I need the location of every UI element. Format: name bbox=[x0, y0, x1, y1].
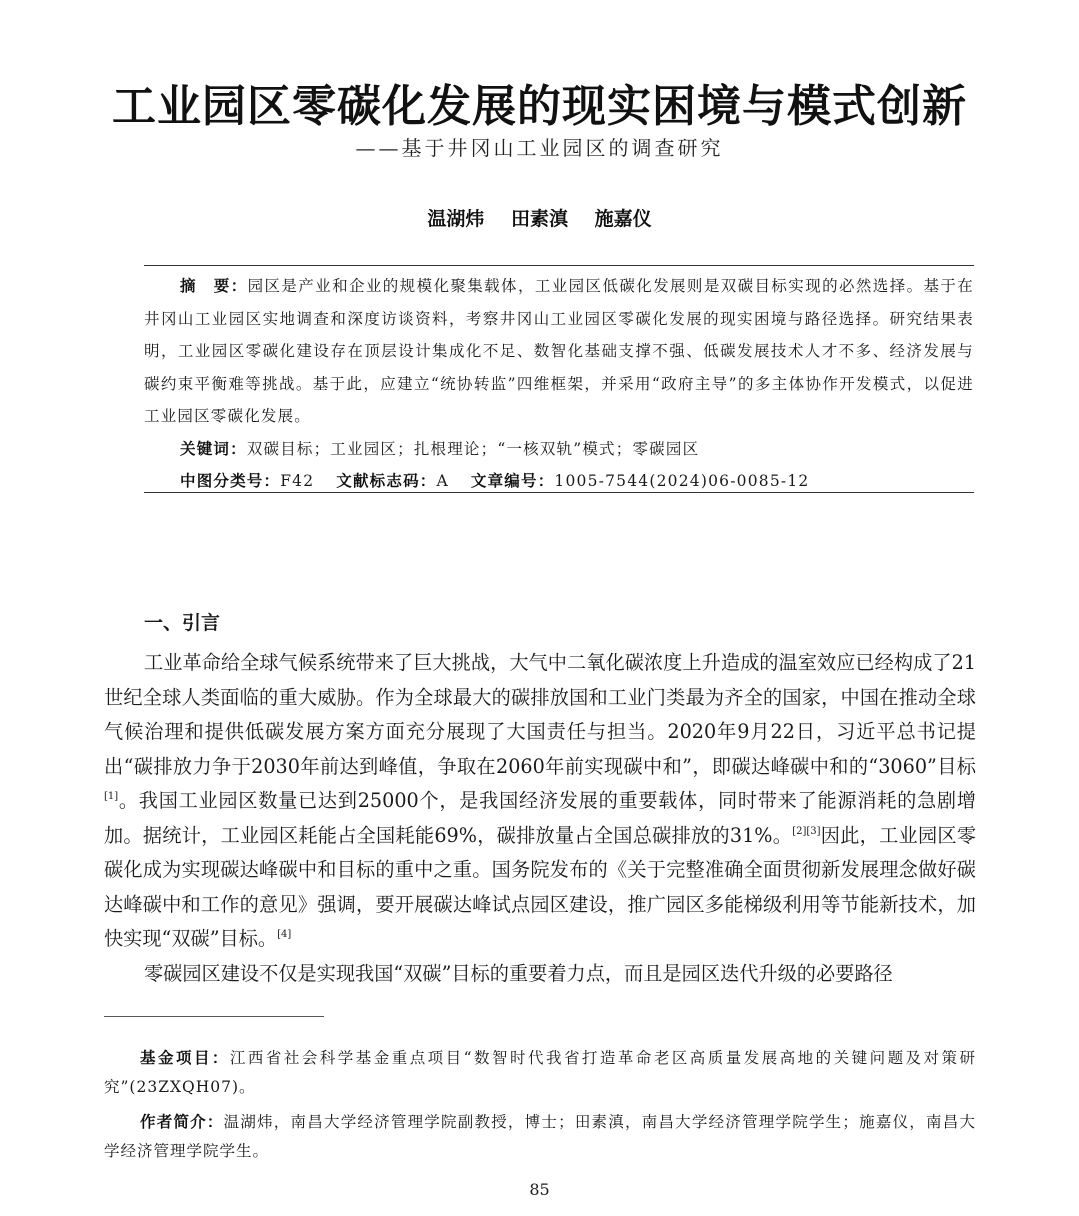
keywords-label: 关键词： bbox=[180, 439, 247, 458]
author-name: 温湖炜 bbox=[427, 208, 485, 230]
clc-label: 中图分类号： bbox=[180, 472, 281, 490]
author-name: 田素滇 bbox=[510, 208, 568, 230]
body-paragraph bbox=[104, 646, 976, 957]
author-footnote bbox=[104, 1108, 976, 1166]
footnotes bbox=[104, 1044, 976, 1172]
keywords-line bbox=[144, 433, 974, 466]
abstract-paragraph bbox=[144, 270, 974, 433]
citation: [4] bbox=[277, 929, 292, 940]
citation: [2][3] bbox=[792, 825, 821, 837]
keywords-text: 双碳目标；工业园区；扎根理论；“一核双轨”模式；零碳园区 bbox=[246, 439, 700, 458]
abstract-block bbox=[144, 270, 974, 498]
abstract-top-rule bbox=[144, 265, 974, 266]
section-heading: 一、引言 bbox=[144, 612, 221, 634]
page-number: 85 bbox=[529, 1180, 550, 1199]
fund-label: 基金项目： bbox=[140, 1049, 230, 1067]
fund-footnote bbox=[104, 1044, 976, 1102]
author-bio-label: 作者简介： bbox=[140, 1113, 224, 1131]
article-number-label: 文章编号： bbox=[470, 472, 555, 490]
abstract-text: 园区是产业和企业的规模化聚集载体，工业园区低碳化发展则是双碳目标实现的必然选择。基于在井冈山工业园区实地调查和深度访谈资料，考察井冈山工业园区零碳化发展的现实困境与路径选择。研究结果表明，工业园区零碳化建设存在顶层设计集成化不足、数智化基础支撑不强、低碳发展技术人才不多、经济发展与碳约束平衡难等挑战。基于此，应建立“统协转监”四维框架，并采用“政府主导”的多主体协作开发模式，以促进工业园区零碳化发展。 bbox=[144, 277, 974, 425]
paper-subtitle: ——基于井冈山工业园区的调查研究 bbox=[355, 136, 724, 160]
body-text-run: 因此，工业园区零碳化成为实现碳达峰碳中和目标的重中之重。国务院发布的《关于完整准确全面贯彻新发展理念做好碳达峰碳中和工作的意见》强调，要开展碳达峰试点园区建设，推广园区多能梯级利用等节能新技术，加快实现“双碳”目标。 bbox=[104, 823, 977, 950]
article-number-value: 1005-7544(2024)06-0085-12 bbox=[554, 472, 810, 490]
body-text bbox=[104, 646, 976, 991]
author-name: 施嘉仪 bbox=[594, 208, 652, 230]
doc-code-label: 文献标志码： bbox=[336, 472, 437, 490]
abstract-bottom-rule bbox=[144, 492, 974, 493]
footnote-rule bbox=[104, 1016, 324, 1017]
doc-code-value: A bbox=[436, 472, 449, 490]
clc-value: F42 bbox=[280, 472, 315, 490]
author-bio-text: 温湖炜，南昌大学经济管理学院副教授，博士；田素滇，南昌大学经济管理学院学生；施嘉仪，南昌大学经济管理学院学生。 bbox=[104, 1113, 976, 1160]
body-text-run: 工业革命给全球气候系统带来了巨大挑战，大气中二氧化碳浓度上升造成的温室效应已经构成了21世纪全球人类面临的重大威胁。作为全球最大的碳排放国和工业门类最为齐全的国家，中国在推动全球气候治理和提供低碳发展方案方面充分展现了大国责任与担当。2020年9月22日，习近平总书记提出“碳排放力争于2030年前达到峰值，争取在2060年前实现碳中和”，即碳达峰碳中和的“3060”目标 bbox=[104, 651, 976, 778]
author-list bbox=[0, 204, 1079, 231]
paper-title: 工业园区零碳化发展的现实困境与模式创新 bbox=[112, 81, 967, 132]
body-text-run: 。我国工业园区数量已达到25000个，是我国经济发展的重要载体，同时带来了能源消耗的急剧增加。据统计，工业园区耗能占全国耗能69%，碳排放量占全国总碳排放的31%。 bbox=[104, 789, 976, 847]
citation: [1] bbox=[104, 791, 119, 802]
body-paragraph: 零碳园区建设不仅是实现我国“双碳”目标的重要着力点，而且是园区迭代升级的必要路径 bbox=[144, 961, 893, 985]
fund-text: 江西省社会科学基金重点项目“数智时代我省打造革命老区高质量发展高地的关键问题及对策研究”(23ZXQH07)。 bbox=[104, 1049, 976, 1096]
abstract-label: 摘 要： bbox=[180, 277, 248, 295]
